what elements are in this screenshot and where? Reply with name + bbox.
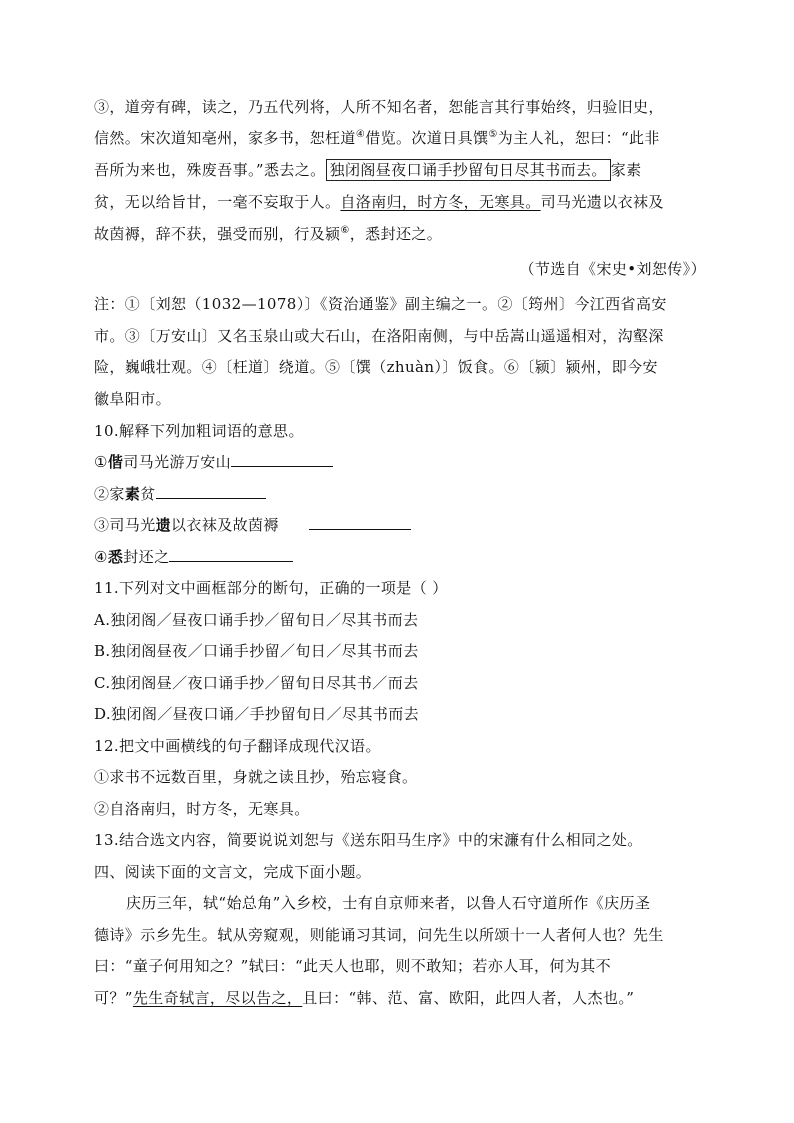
passage-text: 贫，无以给旨甘，一毫不妄取于人。	[94, 193, 341, 211]
answer-blank[interactable]	[231, 452, 333, 467]
section-4-line	[94, 956, 706, 976]
section-4-title	[94, 862, 706, 882]
answer-blank[interactable]	[156, 484, 266, 499]
section-4-line	[94, 925, 706, 945]
notes-line	[94, 389, 706, 409]
bold-word: 遗	[155, 516, 172, 534]
option-text: D.独闭阁／昼夜口诵／手抄留旬日／尽其书而去	[94, 705, 420, 723]
option-a[interactable]	[94, 610, 706, 630]
passage-text: ，悉封还之。	[349, 225, 443, 243]
option-c[interactable]	[94, 673, 706, 693]
passage-text: 且曰：“韩、范、富、欧阳，此四人者，人杰也。”	[302, 989, 635, 1007]
question-title-text: 11.下列对文中画框部分的断句，正确的一项是（ ）	[94, 579, 448, 597]
passage-text: 信然。宋次道知亳州，家多书，恕枉道	[94, 129, 356, 147]
passage-line	[94, 97, 706, 117]
underlined-sentence: 先生奇轼言，尽以告之，	[132, 989, 303, 1007]
notes-text: 险，巍峨壮观。④〔枉道〕绕道。⑤〔馔（zhuàn）〕饭食。⑥〔颍〕颍州，即今安	[94, 358, 658, 376]
passage-text: 司马光遗以衣袜及	[540, 193, 664, 211]
passage-text: 家素	[610, 161, 642, 179]
passage-text: 德诗》示乡先生。轼从旁窥观，则能诵习其词，问先生以所颂十一人者何人也？先生	[94, 926, 664, 944]
notes-text: 市。③〔万安山〕又名玉泉山或大石山，在洛阳南侧，与中岳嵩山遥遥相对，沟壑深	[94, 327, 664, 345]
underlined-sentence: 自洛南归，时方冬，无寒具。	[340, 193, 541, 211]
question-10-item-4	[94, 547, 706, 567]
question-title-text: 12.把文中画横线的句子翻译成现代汉语。	[94, 737, 381, 755]
item-number: ①	[94, 453, 108, 471]
section-title-text: 四、阅读下面的文言文，完成下面小题。	[94, 863, 372, 881]
item-text: 贫	[140, 485, 156, 503]
bold-word: 悉	[107, 548, 124, 566]
option-d[interactable]	[94, 704, 706, 724]
footnote-marker: ⑤	[488, 129, 498, 140]
question-10-item-1	[94, 452, 706, 472]
bold-word: 偕	[107, 453, 124, 471]
question-12-item-2	[94, 799, 706, 819]
passage-line	[94, 160, 706, 180]
item-text: ③司马光	[94, 516, 156, 534]
passage-text: 庆历三年，轼“始总角”入乡校，士有自京师来者，以鲁人石守道所作《庆历圣	[126, 894, 651, 912]
item-text: 以衣袜及故茵褥	[171, 516, 279, 534]
passage-text: ③，道旁有碑，读之，乃五代列将，人所不知名者，恕能言其行事始终，归验旧史，	[94, 98, 664, 116]
item-text: ①求书不远数百里，身就之读且抄，殆忘寝食。	[94, 768, 418, 786]
passage-text: 为主人礼，恕曰：“此非	[497, 129, 660, 147]
boxed-sentence: 独闭阁昼夜口诵手抄留旬日尽其书而去。	[326, 159, 611, 181]
item-text: ②家	[94, 485, 125, 503]
passage-source	[94, 259, 706, 279]
question-10-item-2	[94, 484, 706, 504]
notes-text: 徽阜阳市。	[94, 390, 172, 408]
option-text: B.独闭阁昼夜／口诵手抄留／旬日／尽其书而去	[94, 642, 419, 660]
question-11-title	[94, 578, 706, 598]
notes-line	[94, 326, 706, 346]
footnote-marker: ⑥	[340, 225, 350, 236]
answer-blank[interactable]	[309, 515, 411, 530]
passage-text: 借览。次道日具馔	[365, 129, 489, 147]
option-text: A.独闭阁／昼夜口诵手抄／留旬日／尽其书而去	[94, 611, 419, 629]
bold-word: 素	[124, 485, 141, 503]
passage-line	[94, 224, 706, 244]
passage-text: 曰：“童子何用知之？”轼曰：“此天人也耶，则不敢知；若亦人耳，何为其不	[94, 957, 612, 975]
passage-text: 吾所为来也，殊废吾事。”悉去之。	[94, 161, 326, 179]
footnote-marker: ④	[355, 129, 366, 140]
passage-text: 可？”	[94, 989, 133, 1007]
item-text: ②自洛南归，时方冬，无寒具。	[94, 800, 310, 818]
section-4-line	[94, 988, 706, 1008]
passage-line	[94, 192, 706, 212]
question-13-title	[94, 830, 706, 850]
passage-line	[94, 128, 706, 148]
passage-text: 故茵褥，辞不获，强受而别，行及颍	[94, 225, 341, 243]
question-title-text: 10.解释下列加粗词语的意思。	[94, 422, 304, 440]
item-number: ④	[94, 548, 108, 566]
option-b[interactable]	[94, 641, 706, 661]
item-text: 封还之	[123, 548, 170, 566]
notes-line	[94, 294, 706, 314]
option-text: C.独闭阁昼／夜口诵手抄／留旬日尽其书／而去	[94, 674, 419, 692]
question-12-title	[94, 736, 706, 756]
notes-line	[94, 357, 706, 377]
answer-blank[interactable]	[169, 547, 293, 562]
question-10-title	[94, 421, 706, 441]
question-12-item-1	[94, 767, 706, 787]
item-text: 司马光游万安山	[123, 453, 232, 471]
notes-text: 注：①〔刘恕（1032—1078）〕《资治通鉴》副主编之一。②〔筠州〕今江西省高安	[94, 295, 667, 313]
question-10-item-3	[94, 515, 706, 535]
source-citation: （节选自《宋史•刘恕传》）	[519, 260, 706, 278]
question-title-text: 13.结合选文内容，简要说说刘恕与《送东阳马生序》中的宋濂有什么相同之处。	[94, 831, 643, 849]
section-4-line	[94, 893, 706, 913]
